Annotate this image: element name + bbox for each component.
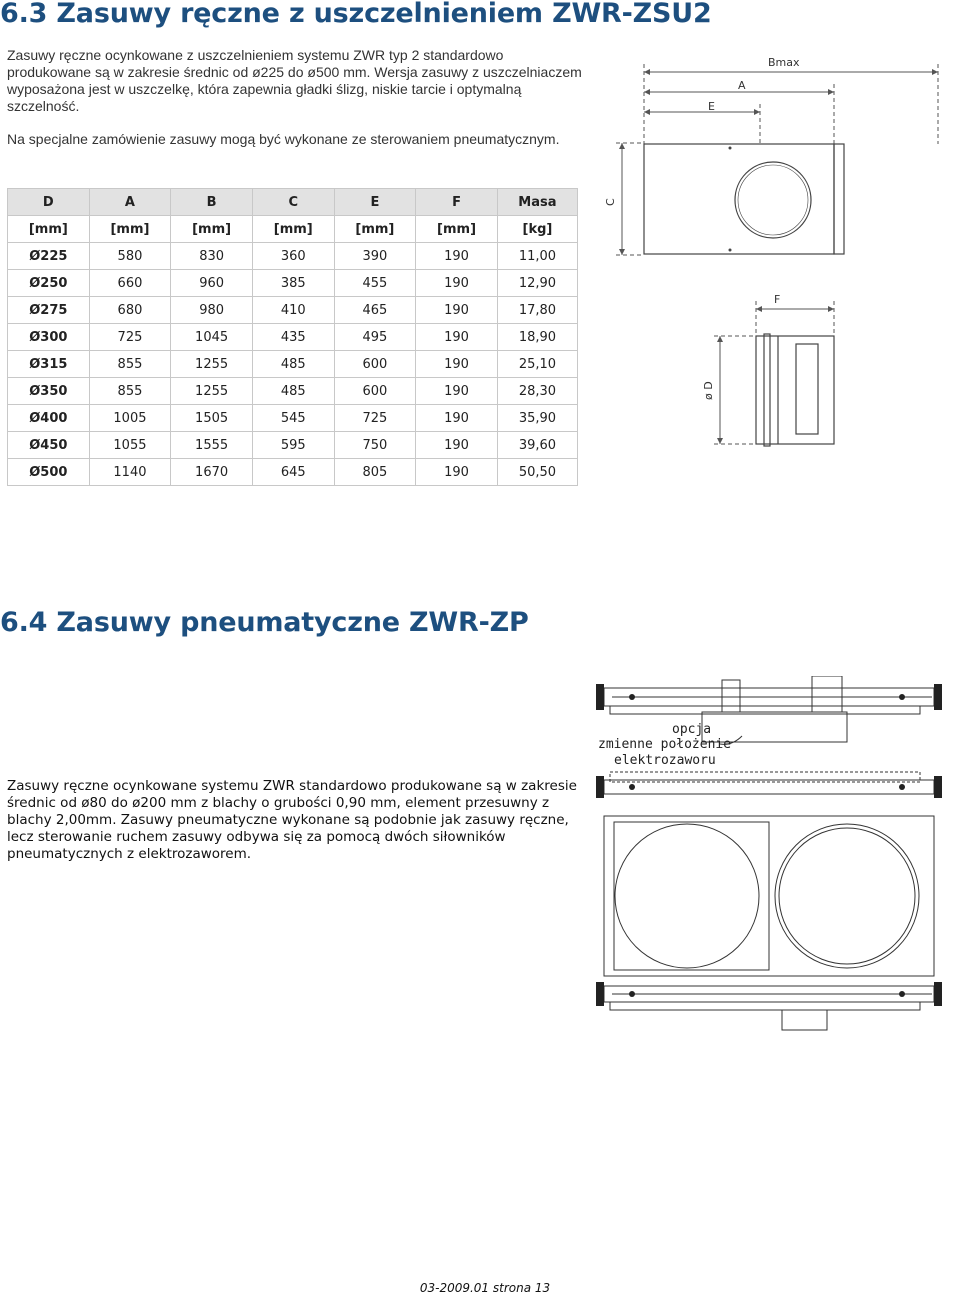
diameter-cell: Ø275 bbox=[8, 297, 90, 324]
value-cell: 190 bbox=[416, 270, 498, 297]
value-cell: 680 bbox=[89, 297, 171, 324]
diameter-cell: Ø300 bbox=[8, 324, 90, 351]
value-cell: 190 bbox=[416, 405, 498, 432]
value-cell: 435 bbox=[252, 324, 334, 351]
unit-cell: [mm] bbox=[252, 216, 334, 243]
value-cell: 855 bbox=[89, 351, 171, 378]
col-header: C bbox=[252, 189, 334, 216]
value-cell: 190 bbox=[416, 378, 498, 405]
note-line-3: elektrozaworu bbox=[614, 753, 716, 768]
value-cell: 465 bbox=[334, 297, 416, 324]
dim-label-a: A bbox=[738, 79, 746, 92]
table-row bbox=[8, 270, 578, 297]
special-order-paragraph: Na specjalne zamówienie zasuwy mogą być wykonane ze sterowaniem pneumatycznym. bbox=[7, 131, 560, 147]
value-cell: 485 bbox=[252, 351, 334, 378]
value-cell: 645 bbox=[252, 459, 334, 486]
table-row bbox=[8, 378, 578, 405]
table-row bbox=[8, 405, 578, 432]
intro-paragraph: Zasuwy ręczne ocynkowane z uszczelnieniem systemu ZWR typ 2 standardowo produkowane są w zakresie średnic od ø225 do ø500 mm. Wersja zasuwy z uszczelniaczem wyposażona jest w uszczelkę, która zapewnia gładki ślizg, niskie tarcie i optymalną szczelność. bbox=[7, 47, 582, 114]
table-row bbox=[8, 459, 578, 486]
value-cell: 190 bbox=[416, 432, 498, 459]
col-header: A bbox=[89, 189, 171, 216]
page-footer: 03-2009.01 strona 13 bbox=[419, 1281, 551, 1295]
diameter-cell: Ø225 bbox=[8, 243, 90, 270]
table-row bbox=[8, 432, 578, 459]
value-cell: 545 bbox=[252, 405, 334, 432]
table-header-row bbox=[8, 189, 578, 216]
value-cell: 25,10 bbox=[497, 351, 577, 378]
unit-cell: [mm] bbox=[89, 216, 171, 243]
value-cell: 39,60 bbox=[497, 432, 577, 459]
diameter-cell: Ø350 bbox=[8, 378, 90, 405]
section-heading-zwr-zp: 6.4 Zasuwy pneumatyczne ZWR-ZP bbox=[0, 607, 529, 638]
value-cell: 960 bbox=[171, 270, 253, 297]
value-cell: 1255 bbox=[171, 351, 253, 378]
value-cell: 600 bbox=[334, 378, 416, 405]
value-cell: 190 bbox=[416, 243, 498, 270]
diameter-cell: Ø315 bbox=[8, 351, 90, 378]
table-row bbox=[8, 324, 578, 351]
value-cell: 1505 bbox=[171, 405, 253, 432]
value-cell: 190 bbox=[416, 351, 498, 378]
dim-label-f: F bbox=[774, 293, 781, 306]
dim-label-c: C bbox=[604, 198, 617, 206]
section-heading-zwr-zsu2: 6.3 Zasuwy ręczne z uszczelnieniem ZWR-ZSU2 bbox=[0, 0, 712, 29]
value-cell: 1055 bbox=[89, 432, 171, 459]
col-header: D bbox=[8, 189, 90, 216]
table-row bbox=[8, 243, 578, 270]
unit-cell: [mm] bbox=[416, 216, 498, 243]
value-cell: 1005 bbox=[89, 405, 171, 432]
gate-valve-top-view-drawing bbox=[598, 44, 950, 456]
value-cell: 830 bbox=[171, 243, 253, 270]
value-cell: 1255 bbox=[171, 378, 253, 405]
value-cell: 980 bbox=[171, 297, 253, 324]
value-cell: 11,00 bbox=[497, 243, 577, 270]
value-cell: 385 bbox=[252, 270, 334, 297]
value-cell: 1045 bbox=[171, 324, 253, 351]
col-header: Masa bbox=[497, 189, 577, 216]
table-row bbox=[8, 297, 578, 324]
dim-label-e: E bbox=[708, 100, 715, 113]
value-cell: 725 bbox=[89, 324, 171, 351]
value-cell: 360 bbox=[252, 243, 334, 270]
value-cell: 190 bbox=[416, 459, 498, 486]
value-cell: 17,80 bbox=[497, 297, 577, 324]
diameter-cell: Ø400 bbox=[8, 405, 90, 432]
note-line-2: zmienne położenie bbox=[598, 737, 732, 752]
value-cell: 190 bbox=[416, 324, 498, 351]
note-line-1: opcja bbox=[672, 722, 712, 737]
table-body bbox=[8, 243, 578, 486]
value-cell: 410 bbox=[252, 297, 334, 324]
value-cell: 485 bbox=[252, 378, 334, 405]
value-cell: 495 bbox=[334, 324, 416, 351]
value-cell: 455 bbox=[334, 270, 416, 297]
table-units-row bbox=[8, 216, 578, 243]
table-row bbox=[8, 351, 578, 378]
value-cell: 12,90 bbox=[497, 270, 577, 297]
diameter-cell: Ø500 bbox=[8, 459, 90, 486]
unit-cell: [mm] bbox=[8, 216, 90, 243]
pneumatic-gate-drawing bbox=[592, 676, 950, 1048]
dimension-table bbox=[7, 188, 578, 486]
value-cell: 50,50 bbox=[497, 459, 577, 486]
col-header: F bbox=[416, 189, 498, 216]
diameter-cell: Ø250 bbox=[8, 270, 90, 297]
unit-cell: [mm] bbox=[171, 216, 253, 243]
diameter-cell: Ø450 bbox=[8, 432, 90, 459]
dim-label-bmax: Bmax bbox=[768, 56, 800, 69]
unit-cell: [kg] bbox=[497, 216, 577, 243]
dim-label-d: ø D bbox=[702, 381, 715, 400]
value-cell: 750 bbox=[334, 432, 416, 459]
value-cell: 390 bbox=[334, 243, 416, 270]
value-cell: 805 bbox=[334, 459, 416, 486]
pneumatic-paragraph: Zasuwy ręczne ocynkowane systemu ZWR standardowo produkowane są w zakresie średnic od ø80 do ø200 mm z blachy o grubości 0,90 mm, element przesuwny z blachy 2,00mm. Zasuwy pneumatyczne wykonane są podobnie jak zasuwy ręczne, lecz sterowanie ruchem zasuwy odbywa się za pomocą dwóch siłowników pneumatycznych z elektrozaworem. bbox=[7, 778, 577, 862]
value-cell: 190 bbox=[416, 297, 498, 324]
value-cell: 855 bbox=[89, 378, 171, 405]
value-cell: 35,90 bbox=[497, 405, 577, 432]
value-cell: 1555 bbox=[171, 432, 253, 459]
value-cell: 595 bbox=[252, 432, 334, 459]
value-cell: 18,90 bbox=[497, 324, 577, 351]
value-cell: 1670 bbox=[171, 459, 253, 486]
unit-cell: [mm] bbox=[334, 216, 416, 243]
col-header: B bbox=[171, 189, 253, 216]
value-cell: 600 bbox=[334, 351, 416, 378]
value-cell: 28,30 bbox=[497, 378, 577, 405]
value-cell: 725 bbox=[334, 405, 416, 432]
value-cell: 580 bbox=[89, 243, 171, 270]
value-cell: 1140 bbox=[89, 459, 171, 486]
value-cell: 660 bbox=[89, 270, 171, 297]
col-header: E bbox=[334, 189, 416, 216]
